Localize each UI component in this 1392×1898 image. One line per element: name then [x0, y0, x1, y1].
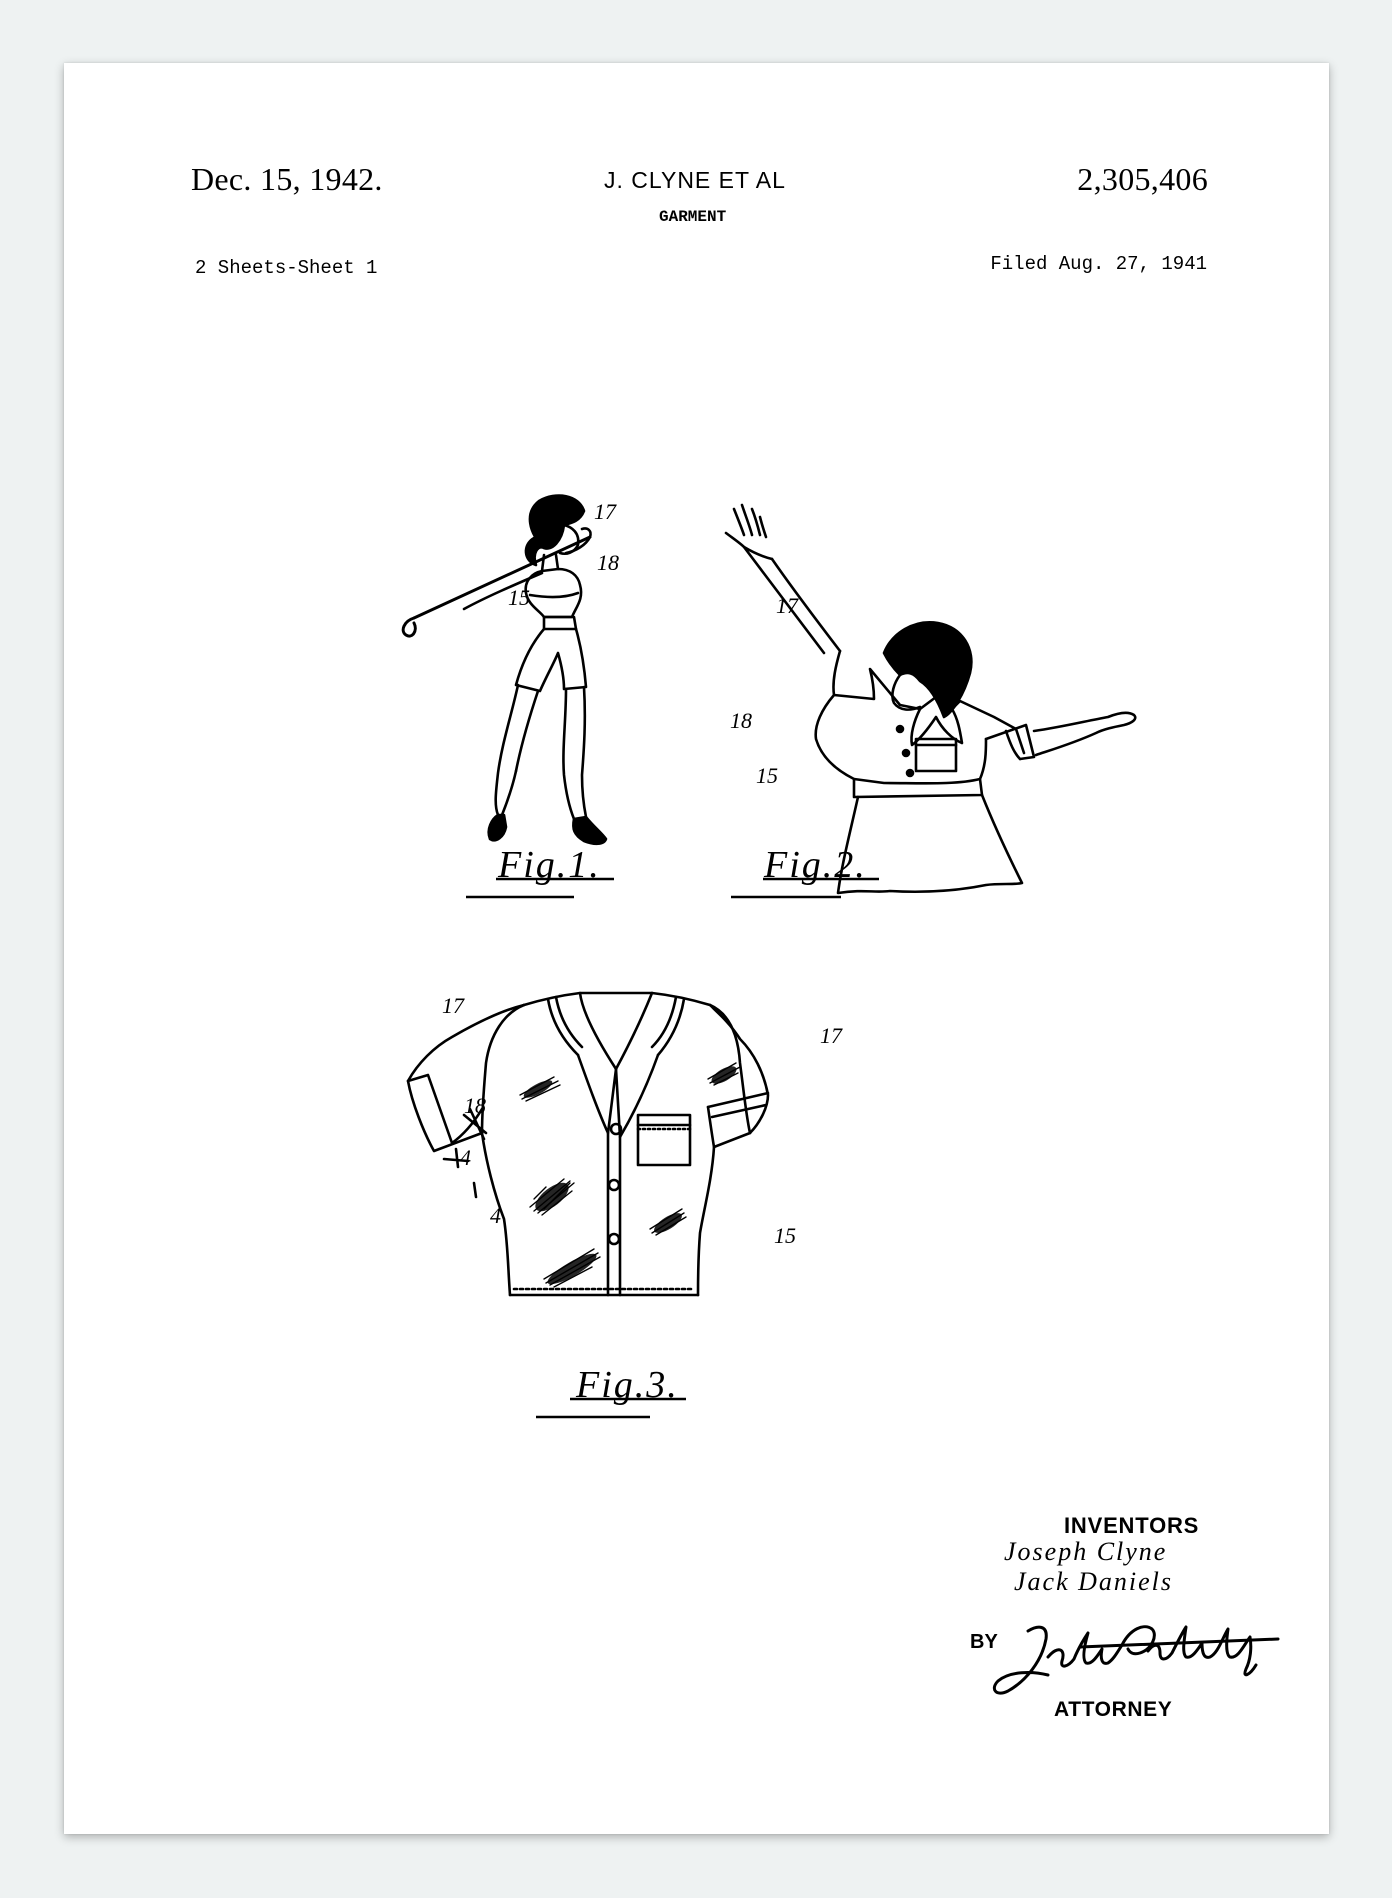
- fig2-ref-15: 15: [756, 763, 778, 788]
- fig2-ref-17a: 17: [776, 593, 798, 618]
- fig2-label-underline: [729, 873, 909, 903]
- fig2-ref-18: 18: [730, 708, 752, 733]
- fig1-ref-17: 17: [594, 499, 616, 524]
- attorney-signature: [988, 1609, 1288, 1709]
- patent-sheet: [64, 63, 1329, 1834]
- fig3-ref-15: 15: [774, 1223, 796, 1248]
- inventor-name-1: Joseph Clyne: [1004, 1537, 1168, 1566]
- attorney-label: ATTORNEY: [1054, 1698, 1173, 1721]
- inventor-name-2: Jack Daniels: [1014, 1567, 1174, 1596]
- fig3-label-underline: [534, 1393, 714, 1423]
- fig3-ref-17b: 17: [820, 1023, 842, 1048]
- fig1-ref-15: 15: [508, 585, 530, 610]
- fig1-label: Fig.1.: [498, 844, 601, 886]
- inventor-line: J. CLYNE ET AL: [604, 167, 786, 193]
- figure-3-shirt-drawing: [394, 983, 824, 1403]
- patent-number: 2,305,406: [1077, 161, 1208, 197]
- fig3-ref-4b: 4: [490, 1203, 501, 1228]
- filed-date: Filed Aug. 27, 1941: [990, 253, 1207, 275]
- fig3-ref-17a: 17: [442, 993, 464, 1018]
- by-label: BY: [970, 1631, 998, 1653]
- fig1-ref-18: 18: [597, 550, 619, 575]
- inventors-heading: INVENTORS: [1064, 1513, 1200, 1538]
- fig3-ref-18: 18: [464, 1093, 486, 1118]
- sheet-count: 2 Sheets-Sheet 1: [195, 257, 378, 279]
- signature-block: [904, 1513, 1284, 1743]
- fig2-ref-17b: 17: [934, 646, 956, 671]
- fig3-ref-4a: 4: [460, 1145, 471, 1170]
- patent-date: Dec. 15, 1942.: [191, 161, 383, 197]
- fig1-label-underline: [464, 873, 644, 903]
- fig2-label: Fig.2.: [764, 844, 867, 886]
- patent-title: GARMENT: [659, 208, 727, 226]
- fig3-label: Fig.3.: [576, 1364, 679, 1406]
